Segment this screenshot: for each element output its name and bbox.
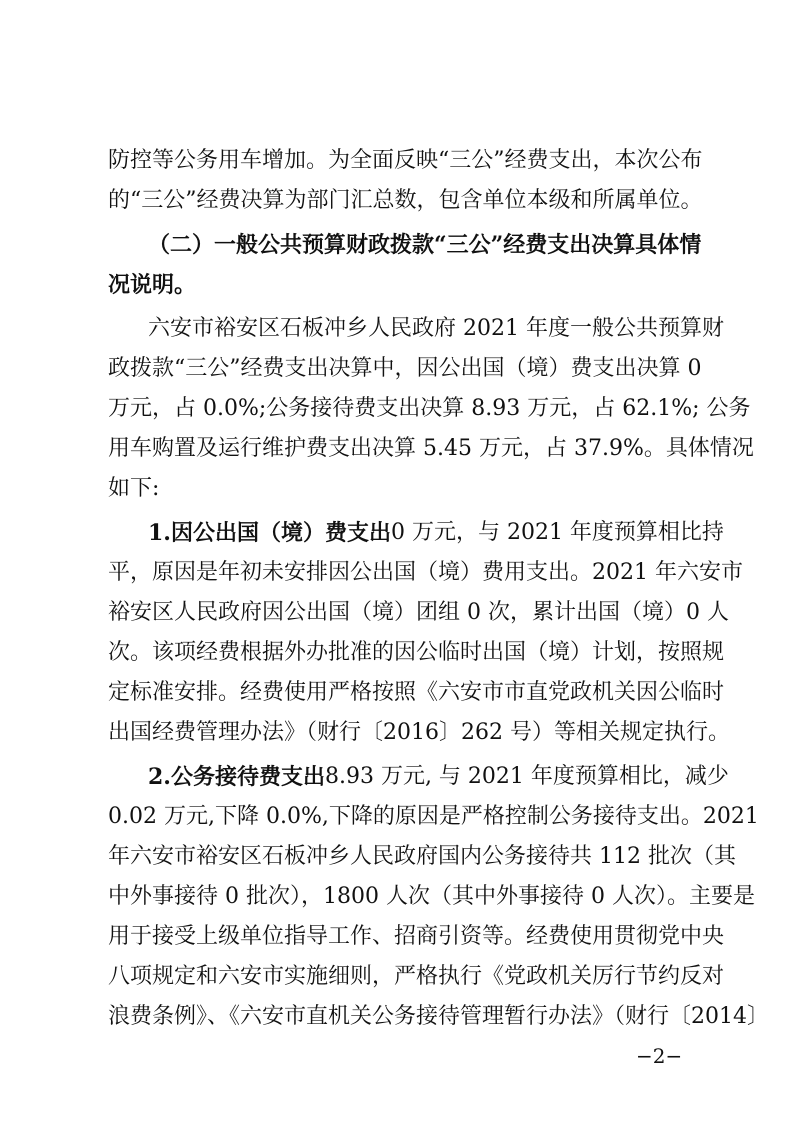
- item-1-text: 0 万元，与 2021 年度预算相比持: [390, 520, 724, 545]
- section-heading: （二）一般公共预算财政拨款“三公”经费支出决算具体情: [148, 232, 702, 258]
- paragraph-line: 出国经费管理办法》（财行〔2016〕262 号）等相关规定执行。: [108, 720, 730, 745]
- paragraph-line: 的“三公”经费决算为部门汇总数，包含单位本级和所属单位。: [108, 188, 703, 213]
- paragraph-line: 平，原因是年初未安排因公出国（境）费用支出。2021 年六安市: [108, 560, 743, 585]
- paragraph-line: 0.02 万元,下降 0.0%,下降的原因是严格控制公务接待支出。2021: [108, 804, 759, 829]
- item-1-heading: 1.因公出国（境）费支出: [148, 520, 391, 546]
- paragraph-line: 六安市裕安区石板冲乡人民政府 2021 年度一般公共预算财: [148, 316, 724, 341]
- paragraph-line: 次。该项经费根据外办批准的因公临时出国（境）计划，按照规: [108, 640, 725, 665]
- item-2-first-line: [148, 763, 729, 791]
- page-number: −2−: [636, 1044, 683, 1068]
- item-1-first-line: [148, 519, 724, 547]
- paragraph-line: 八项规定和六安市实施细则，严格执行《党政机关厉行节约反对: [108, 964, 725, 989]
- item-2-heading: 2.公务接待费支出: [148, 764, 325, 790]
- paragraph-line: 用于接受上级单位指导工作、招商引资等。经费使用贯彻党中央: [108, 924, 725, 949]
- item-2-text: 8.93 万元, 与 2021 年度预算相比，减少: [324, 764, 729, 789]
- paragraph-line: 用车购置及运行维护费支出决算 5.45 万元，占 37.9%。具体情况: [108, 436, 754, 461]
- paragraph-line: 年六安市裕安区石板冲乡人民政府国内公务接待共 112 批次（其: [108, 844, 736, 869]
- paragraph-line: 如下:: [108, 476, 160, 501]
- paragraph-line: 万元，占 0.0%;公务接待费支出决算 8.93 万元，占 62.1%; 公务: [108, 396, 751, 421]
- section-heading: 况说明。: [108, 272, 197, 298]
- paragraph-line: 政拨款“三公”经费支出决算中，因公出国（境）费支出决算 0: [108, 356, 702, 381]
- paragraph-line: 防控等公务用车增加。为全面反映“三公”经费支出，本次公布: [108, 148, 703, 173]
- paragraph-line: 中外事接待 0 批次），1800 人次（其中外事接待 0 人次）。主要是: [108, 884, 755, 909]
- paragraph-line: 定标准安排。经费使用严格按照《六安市市直党政机关因公临时: [108, 680, 725, 705]
- paragraph-line: 浪费条例》、《六安市直机关公务接待管理暂行办法》（财行〔2014〕: [108, 1004, 769, 1029]
- paragraph-line: 裕安区人民政府因公出国（境）团组 0 次，累计出国（境）0 人: [108, 600, 729, 625]
